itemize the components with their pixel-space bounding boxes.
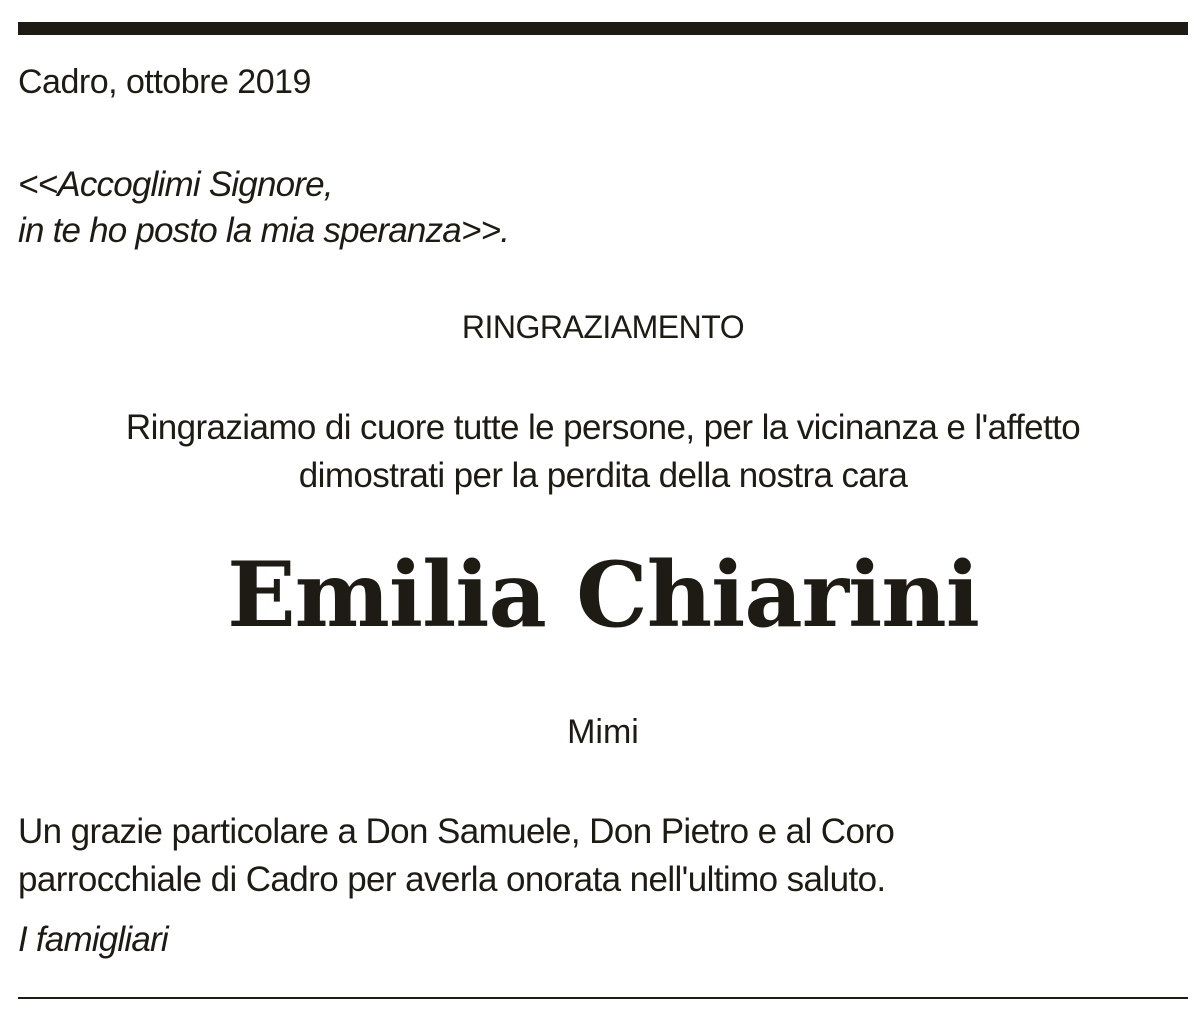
signature: I famigliari: [18, 920, 168, 959]
obituary-notice: [18, 0, 1188, 1023]
deceased-name: Emilia Chiarini: [227, 542, 979, 648]
quote-line-1: <<Accoglimi Signore,: [18, 165, 333, 204]
heading: RINGRAZIAMENTO: [461, 309, 745, 345]
top-divider: [18, 22, 1188, 35]
quote: [18, 162, 509, 254]
thanks-line-1: Ringraziamo di cuore tutte le persone, per la vicinanza e l'affetto: [125, 408, 1081, 447]
thanks-text: [18, 404, 1188, 500]
bottom-divider: [18, 997, 1188, 999]
closing-line-2: parrocchiale di Cadro per averla onorata nell'ultimo saluto.: [18, 860, 886, 899]
closing-line-1: Un grazie particolare a Don Samuele, Don Pietro e al Coro: [18, 812, 895, 851]
nickname: Mimi: [567, 713, 639, 751]
place-date: Cadro, ottobre 2019: [18, 63, 311, 101]
closing-text: [18, 808, 894, 904]
thanks-line-2: dimostrati per la perdita della nostra cara: [298, 456, 908, 495]
quote-line-2: in te ho posto la mia speranza>>.: [18, 211, 510, 250]
